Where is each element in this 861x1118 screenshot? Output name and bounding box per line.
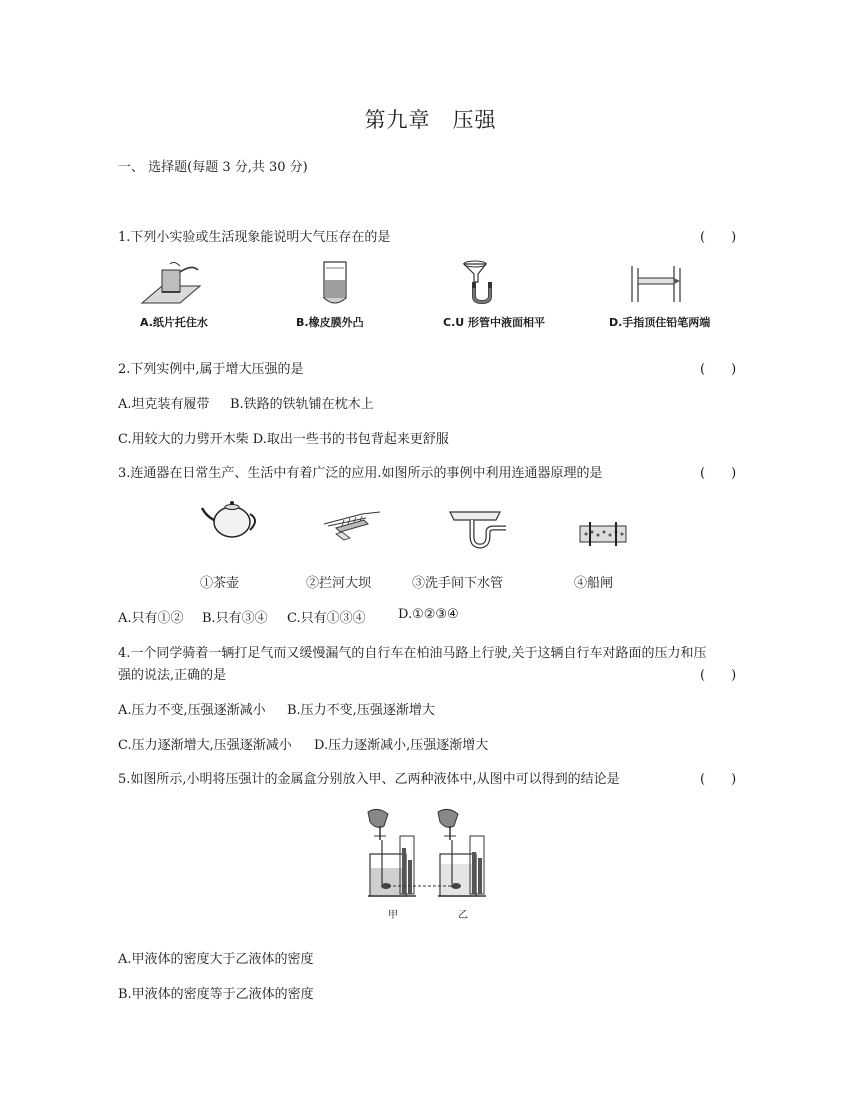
q3-option-a: A.只有①② bbox=[118, 611, 184, 626]
q1-caption-c: C.U 形管中液面相平 bbox=[443, 316, 546, 329]
q5-figure-pressure-gauges bbox=[360, 806, 500, 906]
q2-option-a: A.坦克装有履带 bbox=[118, 397, 210, 412]
section-heading: 一、 选择题(每题 3 分,共 30 分) bbox=[118, 160, 308, 175]
q3-option-d: D.①②③④ bbox=[398, 607, 459, 622]
q5-option-b: B.甲液体的密度等于乙液体的密度 bbox=[118, 987, 314, 1002]
title-chapter: 第九章 bbox=[364, 108, 431, 132]
q1-figure-a bbox=[140, 258, 210, 310]
q1-figure-d bbox=[628, 262, 684, 306]
q3-answer-bracket: ( ) bbox=[700, 466, 737, 481]
q4-stem-line2: 强的说法,正确的是 bbox=[118, 668, 227, 683]
q3-caption-2: ②拦河大坝 bbox=[306, 576, 372, 591]
q1-caption-d: D.手指顶住铅笔两端 bbox=[609, 316, 711, 329]
q5-label-yi: 乙 bbox=[458, 910, 468, 921]
q5-label-jia: 甲 bbox=[388, 910, 398, 921]
q1-answer-bracket: ( ) bbox=[700, 230, 737, 245]
q3-figure-drain bbox=[448, 506, 508, 552]
q5-stem: 5.如图所示,小明将压强计的金属盒分别放入甲、乙两种液体中,从图中可以得到的结论是 bbox=[118, 772, 620, 787]
q2-option-cd: C.用较大的力劈开木柴 D.取出一些书的书包背起来更舒服 bbox=[118, 432, 449, 447]
page-title bbox=[0, 104, 861, 134]
q3-figure-teapot bbox=[200, 496, 260, 540]
q4-option-d: D.压力逐渐减小,压强逐渐增大 bbox=[314, 738, 489, 753]
q1-figure-c bbox=[462, 260, 508, 306]
q4-option-b: B.压力不变,压强逐渐增大 bbox=[287, 703, 435, 718]
title-topic: 压强 bbox=[452, 108, 497, 132]
q3-caption-4: ④船闸 bbox=[574, 576, 614, 591]
q1-figure-b bbox=[320, 260, 350, 306]
q3-caption-3: ③洗手间下水管 bbox=[412, 576, 504, 591]
q3-option-c: C.只有①③④ bbox=[287, 611, 366, 626]
q3-figure-lock bbox=[578, 520, 628, 550]
q5-option-a: A.甲液体的密度大于乙液体的密度 bbox=[118, 952, 314, 967]
q2-option-b: B.铁路的铁轨铺在枕木上 bbox=[230, 397, 374, 412]
q2-answer-bracket: ( ) bbox=[700, 362, 737, 377]
q1-caption-a: A.纸片托住水 bbox=[140, 316, 208, 329]
q4-stem-line1: 4.一个同学骑着一辆打足气而又缓慢漏气的自行车在柏油马路上行驶,关于这辆自行车对路面的压力和压 bbox=[118, 646, 707, 661]
q4-option-c: C.压力逐渐增大,压强逐渐减小 bbox=[118, 738, 292, 753]
q1-stem: 1.下列小实验或生活现象能说明大气压存在的是 bbox=[118, 230, 391, 245]
q3-caption-1: ①茶壶 bbox=[200, 576, 240, 591]
q3-figure-dam bbox=[322, 508, 382, 542]
q3-stem: 3.连通器在日常生产、生活中有着广泛的应用.如图所示的事例中利用连通器原理的是 bbox=[118, 466, 603, 481]
q2-stem: 2.下列实例中,属于增大压强的是 bbox=[118, 362, 304, 377]
q4-option-a: A.压力不变,压强逐渐减小 bbox=[118, 703, 266, 718]
q5-answer-bracket: ( ) bbox=[700, 772, 737, 787]
q3-option-b: B.只有③④ bbox=[202, 611, 268, 626]
q4-answer-bracket: ( ) bbox=[700, 668, 737, 683]
q1-caption-b: B.橡皮膜外凸 bbox=[296, 316, 364, 329]
